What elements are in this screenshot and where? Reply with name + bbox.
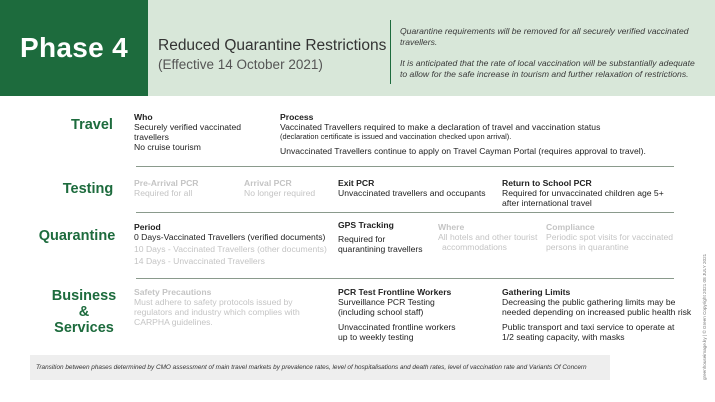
quarantine-period-label: Period [134,222,161,232]
phase-label: Phase 4 [20,32,128,63]
testing-pre-arrival-label: Pre-Arrival PCR [134,178,199,188]
quarantine-period-line3: 14 Days - Unvaccinated Travellers [134,256,265,266]
page-subtitle: (Effective 14 October 2021) [158,57,323,72]
category-quarantine: Quarantine [38,228,116,244]
business-gathering-line3: Public transport and taxi service to operate at [502,322,675,332]
testing-return-line2: after international travel [502,198,592,208]
quarantine-where-label: Where [438,222,465,232]
quarantine-period [134,222,334,266]
divider-travel [136,166,674,167]
testing-arrival-text: No longer required [244,188,316,198]
travel-process-line1: Vaccinated Travellers required to make a declaration of travel and vaccination status [280,122,601,132]
travel-who-line1: Securely verified vaccinated [134,122,241,132]
quarantine-where-line2: accommodations [442,242,507,252]
travel-who-line2: travellers [134,132,169,142]
business-pcr-label: PCR Test Frontline Workers [338,287,452,297]
quarantine-gps-line2: quarantining travellers [338,244,423,254]
page-title: Reduced Quarantine Restrictions [158,37,387,54]
divider-quarantine [136,278,674,279]
travel-who-line3: No cruise tourism [134,142,201,152]
testing-exit-text: Unvaccinated travellers and occupants [338,188,486,198]
quarantine-gps [338,220,423,254]
travel-who-label: Who [134,112,153,122]
travel-process-line3: Unvaccinated Travellers continue to apply on Travel Cayman Portal (requires approval to travel). [280,146,646,156]
quarantine-period-line2: 10 Days - Vaccinated Travellers (other documents) [134,244,327,254]
business-pcr-line3: Unvaccinated frontline workers [338,322,456,332]
quarantine-compliance-line1: Periodic spot visits for vaccinated [546,232,674,242]
business-pcr-line2: (including school staff) [338,307,424,317]
quarantine-period-line1: 0 Days-Vaccinated Travellers (verified documents) [134,232,326,242]
business-safety-line3: CARPHA guidelines. [134,317,213,327]
travel-process-line2: (declaration certificate is issued and vaccination checked upon arrival). [280,132,512,141]
quarantine-gps-line1: Required for [338,234,386,244]
business-safety-line2: regulators and industry which complies with [134,307,300,317]
category-travel: Travel [71,117,113,133]
testing-pre-arrival [134,178,198,198]
business-pcr-line1: Surveillance PCR Testing [338,297,435,307]
quarantine-compliance-label: Compliance [546,222,595,232]
phase-badge [0,0,148,96]
business-safety-line1: Must adhere to safety protocols issued by [134,297,293,307]
testing-return-label: Return to School PCR [502,178,592,188]
business-pcr-frontline [338,287,498,342]
header-note-quarantine: Quarantine requirements will be removed for all securely verified vaccinated travellers. [400,26,689,47]
travel-process-label: Process [280,112,314,122]
business-gathering-line1: Decreasing the public gathering limits may be [502,297,676,307]
testing-arrival-label: Arrival PCR [244,178,292,188]
testing-exit-label: Exit PCR [338,178,375,188]
testing-exit [338,178,486,198]
testing-arrival [244,178,315,198]
business-safety [134,287,334,327]
travel-who [134,112,241,152]
business-gathering-line4: 1/2 seating capacity, with masks [502,332,625,342]
business-gathering-line2: needed depending on increased public health risk [502,307,692,317]
category-business-line3: Services [54,320,114,336]
quarantine-compliance [546,222,673,252]
divider-testing [136,212,674,213]
header-note-vaccination: It is anticipated that the rate of local vaccination will be substantially adequate to allow for the safe increase in tourism and further relaxation of restrictions. [400,58,695,79]
business-safety-label: Safety Precautions [134,287,212,297]
business-gathering-label: Gathering Limits [502,287,571,297]
category-business-line1: Business [51,288,117,304]
category-business-line2: & [78,304,90,320]
quarantine-where [438,222,537,252]
quarantine-compliance-line2: persons in quarantine [546,242,629,252]
testing-pre-arrival-text: Required for all [134,188,193,198]
category-business-services [44,288,124,336]
header-divider [390,20,391,84]
copyright-credit: greenhouseimage.ky | © Green Copyright 2021 08 JULY 2021 [702,253,707,380]
business-pcr-line4: up to weekly testing [338,332,414,342]
travel-process [280,112,680,156]
footer-text: Transition between phases determined by CMO assessment of main travel markets by prevalence rates, level of hospitalisations and death rates, level of vaccination rate and Variants Of Concern [36,364,587,371]
testing-return-line1: Required for unvaccinated children age 5+ [502,188,664,198]
category-testing: Testing [62,181,114,197]
testing-return-school [502,178,664,208]
quarantine-where-line1: All hotels and other tourist [438,232,538,242]
footer-note [30,355,610,380]
quarantine-gps-label: GPS Tracking [338,220,394,230]
business-gathering [502,287,702,342]
